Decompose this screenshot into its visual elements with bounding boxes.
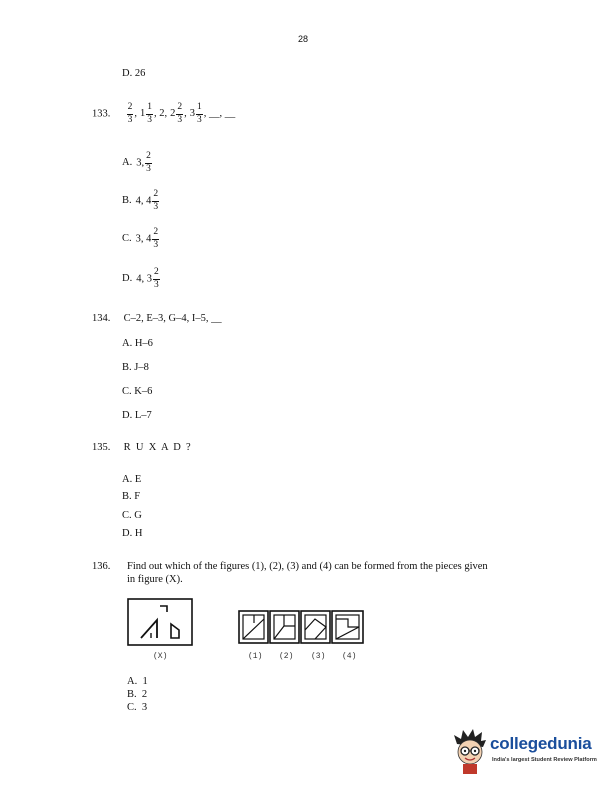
separator: , __, __	[203, 108, 236, 120]
numerator: 2	[152, 228, 159, 240]
answer-figures	[238, 610, 364, 644]
question-number: 135.	[92, 442, 111, 453]
numerator: 2	[152, 190, 159, 202]
option-label: C.	[122, 233, 132, 245]
option-134-b: B. J–8	[122, 362, 149, 373]
denominator: 3	[147, 114, 152, 125]
option-135-c: C. G	[122, 510, 142, 521]
fraction	[145, 152, 152, 174]
whole-part: 3, 4	[135, 233, 152, 245]
whole-part: 4, 4	[135, 195, 152, 207]
answer-figure-3	[301, 611, 330, 643]
answer-figure-4	[332, 611, 363, 643]
fraction	[127, 103, 134, 125]
fraction	[152, 190, 159, 212]
collegedunia-logo	[452, 728, 602, 780]
whole-part: 4, 3	[136, 273, 152, 285]
option-135-a: A. E	[122, 474, 142, 485]
option-136-b: B. 2	[127, 689, 148, 700]
fraction	[153, 268, 160, 290]
question-136-number: 136.	[92, 561, 111, 572]
option-135-d: D. H	[122, 528, 143, 539]
question-136-line2: in figure (X).	[127, 574, 183, 585]
option-label: A.	[122, 157, 133, 169]
prev-question-option: D. 26	[122, 68, 146, 79]
option-134-c: C. K–6	[122, 386, 153, 397]
figure-3-label: (3)	[311, 652, 326, 661]
figure-x	[127, 598, 193, 646]
denominator: 3	[153, 279, 159, 290]
option-label: D.	[122, 273, 133, 285]
option-133-c	[122, 228, 160, 250]
fraction	[146, 103, 153, 125]
logo-name: collegedunia	[490, 734, 592, 753]
answer-figure-2	[270, 611, 299, 643]
option-133-a	[122, 152, 153, 174]
logo-tagline: India's largest Student Review Platform	[492, 757, 597, 763]
separator: , 2,	[154, 108, 168, 120]
option-134-a: A. H–6	[122, 338, 153, 349]
question-number: 134.	[92, 313, 111, 324]
whole-part: 3	[189, 108, 195, 120]
question-136-line1: Find out which of the figures (1), (2), (3) and (4) can be formed from the pieces given	[127, 561, 488, 572]
option-136-a: A. 1	[127, 676, 148, 687]
numerator: 2	[127, 103, 134, 115]
option-135-b: B. F	[122, 491, 141, 502]
figure-x-label: (X)	[153, 652, 168, 661]
number-sequence	[126, 102, 239, 125]
fraction	[152, 228, 159, 250]
numerator: 2	[153, 268, 160, 280]
numerator: 2	[176, 103, 183, 115]
figure-4-label: (4)	[342, 652, 357, 661]
question-text: R U X A D ?	[123, 442, 191, 453]
whole-part: 2	[170, 108, 176, 120]
mascot-icon	[452, 728, 488, 776]
fraction	[196, 103, 203, 125]
option-133-b	[122, 190, 160, 212]
figure-2-label: (2)	[279, 652, 294, 661]
figure-1-label: (1)	[248, 652, 263, 661]
question-number: 133.	[92, 108, 111, 120]
option-134-d: D. L–7	[122, 410, 152, 421]
answer-figure-1	[239, 611, 268, 643]
numerator: 1	[196, 103, 203, 115]
whole-part: 1	[140, 108, 146, 120]
separator: ,	[134, 108, 137, 120]
denominator: 3	[197, 114, 202, 125]
question-133	[92, 103, 238, 125]
option-label: B.	[122, 195, 132, 207]
question-text: C–2, E–3, G–4, I–5, __	[123, 313, 222, 324]
denominator: 3	[146, 163, 151, 174]
question-134	[92, 313, 222, 324]
fraction	[176, 103, 183, 125]
option-133-d	[122, 268, 161, 290]
whole-part: 3,	[136, 157, 145, 169]
numerator: 2	[145, 152, 152, 164]
denominator: 3	[153, 239, 159, 250]
question-135	[92, 442, 191, 453]
separator: ,	[184, 108, 187, 120]
denominator: 3	[177, 114, 183, 125]
denominator: 3	[153, 201, 159, 212]
numerator: 1	[146, 103, 153, 115]
page-number: 28	[298, 34, 309, 44]
option-136-c: C. 3	[127, 702, 148, 713]
denominator: 3	[127, 114, 133, 125]
